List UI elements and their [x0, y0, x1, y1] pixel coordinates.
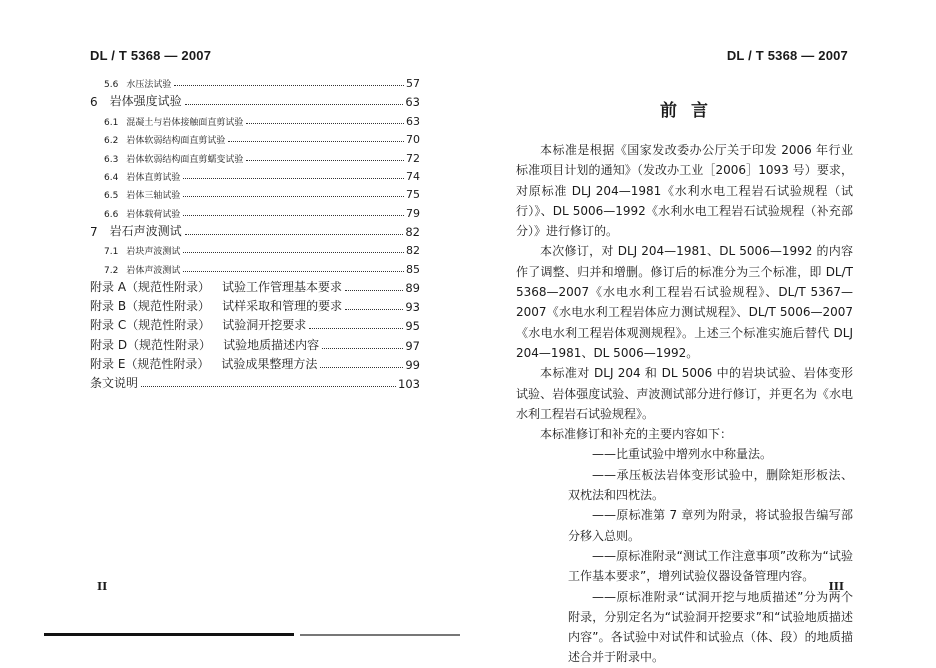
toc-entry — [90, 353, 420, 372]
toc-entry — [90, 109, 420, 127]
toc-dot-leader — [320, 367, 403, 368]
toc-entry — [90, 165, 420, 183]
toc-dot-leader — [228, 141, 404, 142]
toc-entry-title: 岩体三轴试验 — [126, 191, 181, 202]
toc-entry-title: 试验成果整理方法 — [221, 357, 318, 371]
toc-entry-title: 岩体软弱结构面直剪试验 — [126, 136, 226, 147]
toc-dot-leader — [309, 328, 403, 329]
toc-entry-title: 岩体载荷试验 — [126, 209, 181, 220]
toc-entry-title: 试验洞开挖要求 — [222, 318, 307, 333]
preface-list-item: ——原标准附录“试洞开挖与地质描述”分为两个附录，分别定名为“试验洞开挖要求”和“试验地质描述内容”。各试验中对试件和试验点（体、段）的地质描述合并于附录中。 — [568, 589, 853, 665]
page-number-right: III — [828, 580, 844, 593]
toc-dot-leader — [174, 85, 404, 86]
toc-entry — [90, 128, 420, 146]
preface-body — [516, 140, 853, 668]
toc-entry — [90, 333, 420, 352]
toc-dot-leader — [246, 160, 404, 161]
toc-dot-leader — [185, 104, 404, 105]
toc-dot-leader — [183, 178, 404, 179]
toc-entry — [90, 72, 420, 90]
toc-entry-title: 水压法试验 — [126, 80, 172, 91]
toc-entry-page: 63 — [406, 114, 420, 128]
toc-entry — [90, 295, 420, 314]
toc-entry-page: 75 — [406, 188, 420, 202]
toc-entry-page: 57 — [406, 77, 420, 91]
toc-dot-leader — [183, 271, 404, 272]
scan-edge-rule — [44, 633, 294, 636]
running-header-right: DL / T 5368 — 2007 — [726, 48, 848, 63]
toc-entry-number: 7 — [90, 224, 98, 239]
toc-entry — [90, 276, 420, 295]
toc-dot-leader — [141, 386, 396, 387]
preface-list-item: ——比重试验中增列水中称量法。 — [592, 447, 773, 462]
toc-entry-number: 7.2 — [104, 265, 119, 276]
toc-entry-page: 63 — [405, 95, 420, 110]
toc-entry-page: 99 — [405, 358, 420, 372]
toc-entry-page: 97 — [405, 338, 420, 353]
toc-entry-page: 103 — [398, 377, 420, 392]
toc-entry-number: 6 — [90, 95, 98, 110]
toc-entry-title: 试样采取和管理的要求 — [222, 299, 343, 314]
toc-entry-title: 混凝土与岩体接触面直剪试验 — [126, 117, 244, 128]
toc-entry-title: 岩体声波测试 — [126, 265, 181, 276]
toc-entry-page: 72 — [406, 151, 420, 165]
toc-entry-title: 条文说明 — [90, 376, 139, 391]
toc-entry-title: 试验工作管理基本要求 — [222, 279, 343, 294]
toc-dot-leader — [246, 123, 404, 124]
toc-entry-number: 附录 C（规范性附录） — [90, 318, 211, 333]
page-number-left: II — [97, 580, 108, 593]
toc-dot-leader — [183, 252, 404, 253]
toc-dot-leader — [185, 234, 404, 235]
toc-entry-number: 6.1 — [104, 117, 119, 128]
toc-entry-number: 6.2 — [104, 136, 119, 147]
toc-entry — [90, 257, 420, 275]
preface-paragraph: 本标准是根据《国家发改委办公厅关于印发 2006 年行业标准项目计划的通知》（发改办工业［2006］1093 号）要求，对原标准 DLJ 204—1981《水利水电工程岩石试验规程（试行）》、DL 5006—1992《水利水电工程岩石试验规程（补充部分）》进行修订的。 — [516, 143, 853, 239]
preface-list-item: ——原标准附录“测试工作注意事项”改称为“试验工作基本要求”，增列试验仪器设备管理内容。 — [568, 548, 853, 584]
toc-entry — [90, 183, 420, 201]
toc-entry-number: 6.3 — [104, 154, 119, 165]
preface-title: 前言 — [660, 101, 722, 121]
toc-entry-title: 岩体强度试验 — [109, 94, 182, 109]
toc-entry-number: 6.6 — [104, 209, 119, 220]
scan-edge-rule — [300, 634, 460, 636]
preface-paragraph: 本标准对 DLJ 204 和 DL 5006 中的岩块试验、岩体变形试验、岩体强度试验、声波测试部分进行修订，并更名为《水电水利工程岩石试验规程》。 — [516, 366, 853, 421]
toc-entry-page: 89 — [405, 280, 420, 295]
toc-dot-leader — [183, 196, 404, 197]
preface-paragraph: 本标准修订和补充的主要内容如下： — [540, 427, 733, 442]
toc-entry-title: 岩体软弱结构面直剪蠕变试验 — [126, 154, 244, 165]
toc-entry-title: 试验地质描述内容 — [223, 337, 320, 352]
table-of-contents — [90, 72, 420, 391]
toc-entry-page: 70 — [406, 133, 420, 147]
toc-entry — [90, 239, 420, 257]
toc-dot-leader — [322, 348, 403, 349]
toc-entry-title: 岩块声波测试 — [126, 247, 181, 258]
toc-entry-number: 6.5 — [104, 191, 119, 202]
preface-paragraph: 本次修订，对 DLJ 204—1981、DL 5006—1992 的内容作了调整、归并和增删。修订后的标准分为三个标准，即 DL/T 5368—2007《水电水利工程岩石试验规程》、DL/T 5367—2007《水电水利工程岩体应力测试规程》、DL/T 5006—2007《水电水利工程岩体观测规程》。上述三个标准实施后替代 DLJ 204—1981、DL 5006—1992。 — [516, 244, 853, 360]
toc-entry — [90, 90, 420, 109]
toc-entry-title: 岩体直剪试验 — [126, 172, 181, 183]
toc-entry-page: 85 — [406, 262, 420, 276]
toc-entry-number: 附录 D（规范性附录） — [90, 337, 212, 352]
toc-dot-leader — [345, 290, 403, 291]
toc-entry-page: 79 — [406, 206, 420, 220]
toc-entry-number: 附录 A（规范性附录） — [90, 279, 211, 294]
toc-entry-page: 82 — [405, 224, 420, 239]
toc-entry-number: 7.1 — [104, 247, 119, 258]
toc-entry — [90, 220, 420, 239]
toc-entry-title: 岩石声波测试 — [109, 223, 182, 238]
preface-list-item: ——原标准第 7 章列为附录，将试验报告编写部分移入总则。 — [568, 508, 853, 543]
toc-entry-number: 附录 B（规范性附录） — [90, 299, 211, 314]
toc-entry — [90, 372, 420, 391]
toc-entry-page: 93 — [405, 300, 420, 315]
toc-entry — [90, 146, 420, 164]
running-header-left: DL / T 5368 — 2007 — [90, 48, 212, 63]
toc-dot-leader — [183, 215, 404, 216]
preface-list-item: ——承压板法岩体变形试验中，删除矩形板法、双枕法和四枕法。 — [568, 467, 853, 503]
toc-entry-number: 5.6 — [104, 80, 119, 91]
toc-entry — [90, 201, 420, 219]
toc-entry-page: 82 — [406, 244, 420, 258]
toc-entry-number: 6.4 — [104, 172, 119, 183]
toc-entry-number: 附录 E（规范性附录） — [90, 357, 210, 371]
toc-entry-page: 95 — [405, 319, 420, 334]
toc-entry — [90, 314, 420, 333]
toc-entry-page: 74 — [406, 169, 420, 183]
toc-dot-leader — [345, 309, 403, 310]
